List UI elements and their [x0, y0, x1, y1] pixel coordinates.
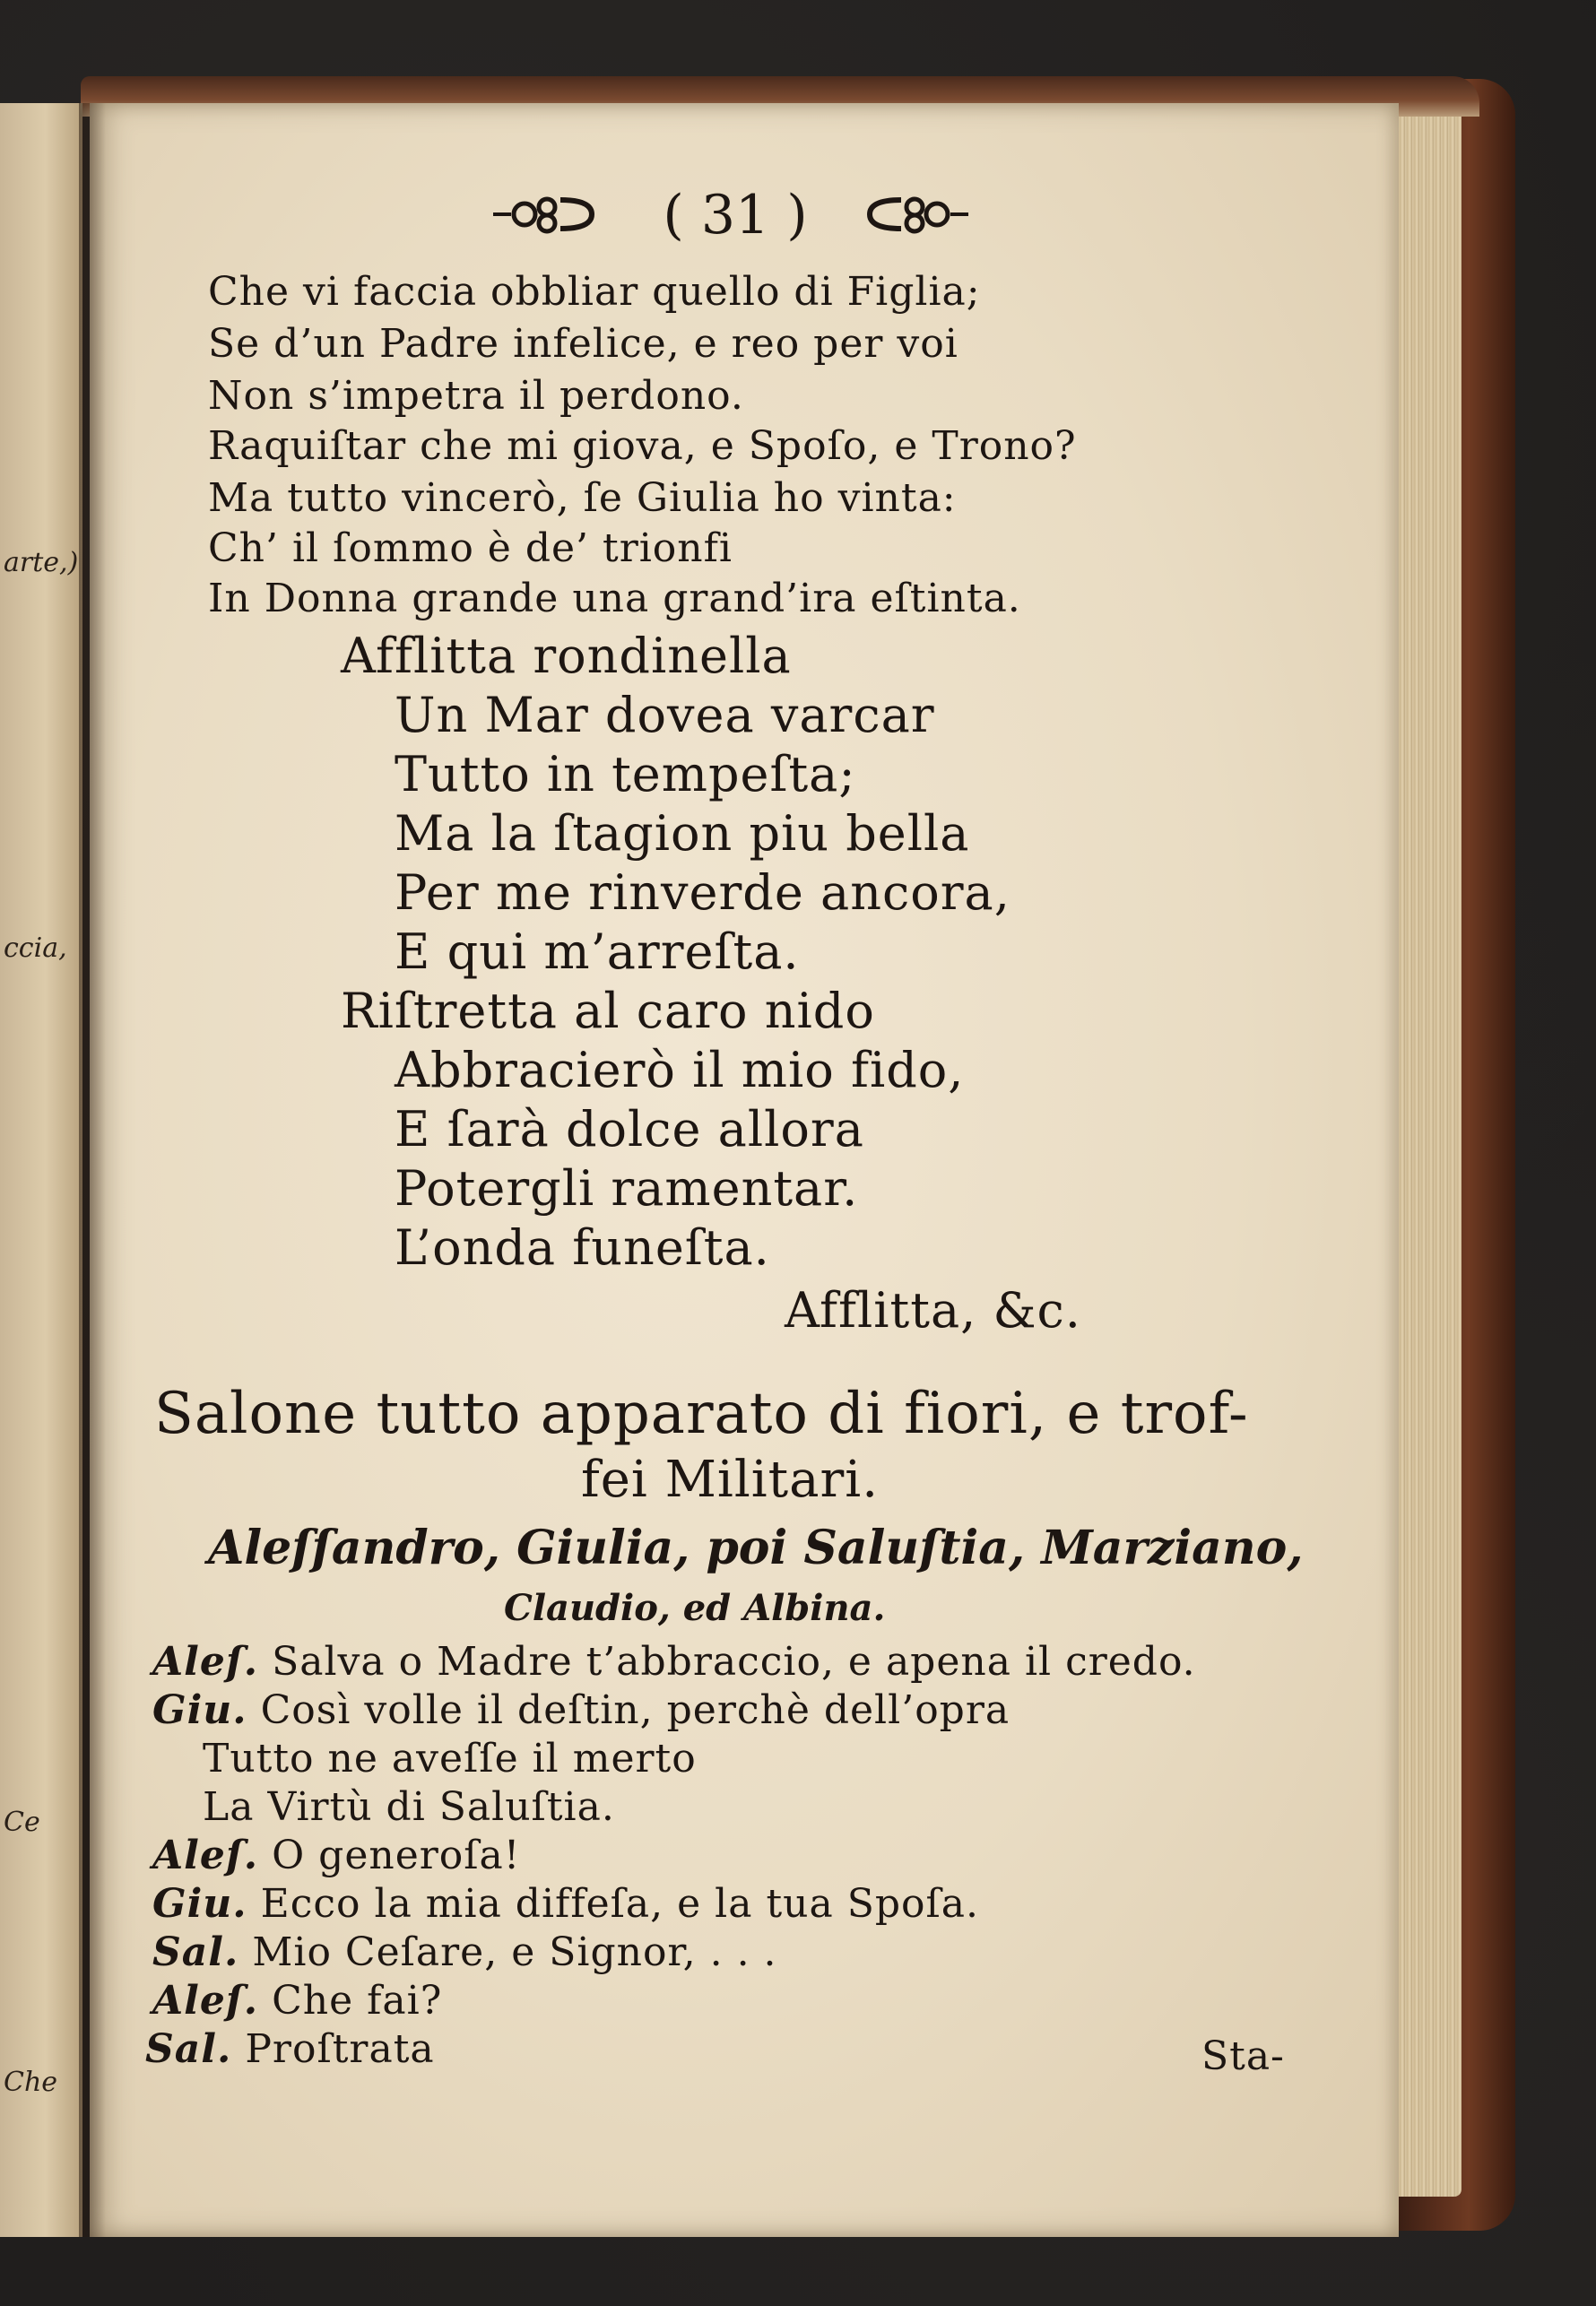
aria-line: E ſarà dolce allora: [395, 1101, 864, 1157]
facing-page: [0, 103, 82, 2237]
ornament-right-icon: [852, 195, 968, 234]
speech: Proſtrata: [245, 2026, 435, 2072]
dialogue-line: La Virtù di Saluſtia.: [203, 1784, 615, 1830]
aria-line: E qui m’arreſta.: [395, 923, 800, 980]
text-line: Ch’ il ſommo è de’ trionfi: [208, 525, 733, 571]
speech: Mio Ceſare, e Signor, . . .: [252, 1929, 777, 1975]
facing-page-fragment: Ce: [4, 1807, 40, 1838]
aria-line: Potergli ramentar.: [395, 1160, 859, 1217]
speech: O generoſa!: [272, 1833, 521, 1878]
speech: Così volle il deſtin, perchè dell’opra: [260, 1687, 1011, 1733]
text-line: Se d’un Padre infelice, e reo per voi: [208, 321, 958, 367]
speech: Che fai?: [272, 1978, 443, 2024]
speaker: Giu.: [152, 1687, 247, 1733]
aria-line: Abbracierò il mio fido,: [395, 1042, 965, 1098]
speaker: Giu.: [152, 1881, 247, 1927]
text-line: In Donna grande una grand’ira eſtinta.: [208, 576, 1021, 621]
speaker: Aleſ.: [152, 1639, 259, 1685]
text-line: Ma tutto vincerò, ſe Giulia ho vinta:: [208, 475, 957, 521]
catchword: Sta-: [1201, 2033, 1285, 2079]
speaker: Aleſ.: [152, 1978, 259, 2024]
speech: Salva o Madre t’abbraccio, e apena il credo.: [272, 1639, 1196, 1685]
speaker: Sal.: [145, 2026, 232, 2072]
speaker: Sal.: [152, 1929, 239, 1975]
speaker: Aleſ.: [152, 1833, 259, 1878]
dialogue-line: [152, 1978, 442, 2024]
speech: Ecco la mia diffeſa, e la tua Spoſa.: [260, 1881, 979, 1927]
scene-title: fei Militari.: [581, 1451, 880, 1509]
text-line: Che vi faccia obbliar quello di Figlia;: [208, 269, 981, 315]
text-line: Non s’impetra il perdono.: [208, 373, 744, 419]
cast-list: Claudio, ed Albina.: [504, 1587, 886, 1629]
dialogue-line: [152, 1881, 979, 1927]
cast-list: Aleſſandro, Giulia, poi Saluſtia, Marziano,: [208, 1521, 1304, 1575]
aria-line: Un Mar dovea varcar: [395, 687, 935, 743]
ornament-left-icon: [493, 195, 610, 234]
scene-title: Salone tutto apparato di fiori, e trof-: [154, 1381, 1249, 1447]
dialogue-line: [145, 2026, 435, 2072]
text-line: Raquiſtar che mi giova, e Spoſo, e Trono?: [208, 423, 1077, 469]
aria-line: Riſtretta al caro nido: [341, 983, 875, 1039]
aria-line: Per me rinverde ancora,: [395, 864, 1011, 921]
dialogue-line: [152, 1639, 1196, 1685]
aria-line: Ma la ſtagion piu bella: [395, 805, 970, 862]
page-number: ( 31 ): [663, 184, 808, 247]
facing-page-fragment: ccia,: [4, 932, 67, 964]
da-capo: Afflitta, &c.: [785, 1282, 1081, 1339]
spine-shadow: [79, 103, 106, 2237]
aria-line: Tutto in tempeſta;: [395, 746, 856, 802]
facing-page-fragment: Che: [4, 2067, 58, 2098]
facing-page-fragment: arte,): [4, 547, 79, 578]
aria-line: L’onda funeſta.: [395, 1219, 770, 1276]
dialogue-line: [152, 1929, 777, 1975]
dialogue-line: Tutto ne aveſſe il merto: [203, 1736, 697, 1782]
page-header: [493, 184, 977, 247]
dialogue-line: [152, 1687, 1010, 1733]
dialogue-line: [152, 1833, 520, 1878]
aria-line: Afflitta rondinella: [341, 628, 792, 684]
